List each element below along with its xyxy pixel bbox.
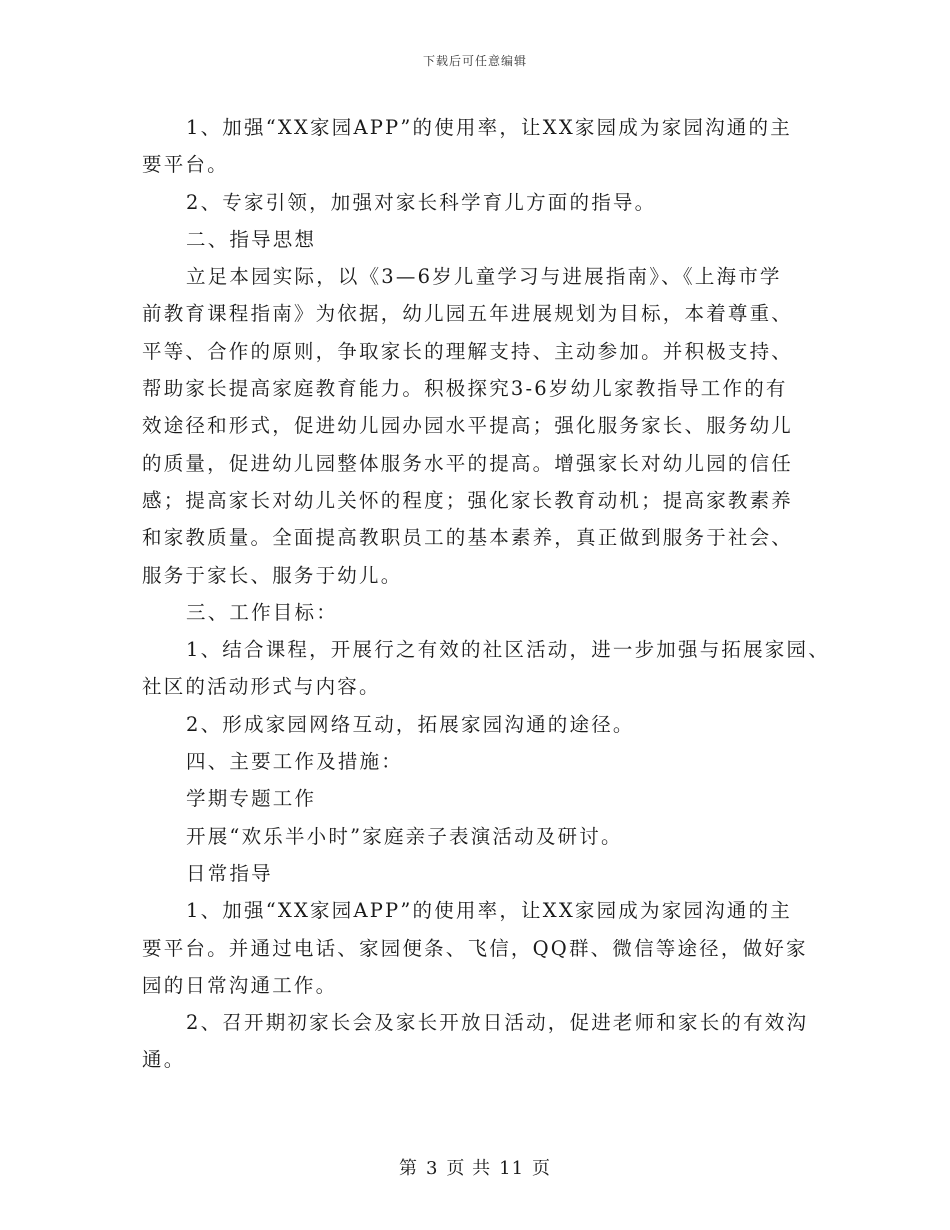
text-line: 通。 [142, 1048, 186, 1072]
page-footer [0, 1154, 950, 1180]
document-body [142, 112, 830, 1082]
text-line: 2、形成家园网络互动，拓展家园沟通的途径。 [186, 712, 635, 736]
text-line: 感；提高家长对幼儿关怀的程度；强化家长教育动机；提高家教素养 [142, 488, 794, 512]
text-line: 开展“欢乐半小时”家庭亲子表演活动及研讨。 [186, 824, 623, 848]
current-page-number: 3 [425, 1158, 439, 1179]
section-heading: 二、指导思想 [186, 227, 317, 251]
text-line: 2、专家引领，加强对家长科学育儿方面的指导。 [186, 190, 657, 214]
total-page-count: 11 [499, 1158, 525, 1179]
text-line: 1、加强“XX家园APP”的使用率，让XX家园成为家园沟通的主 [186, 899, 792, 923]
text-line: 1、结合课程，开展行之有效的社区活动，进一步加强与拓展家园、 [186, 638, 830, 662]
text-line: 1、加强“XX家园APP”的使用率，让XX家园成为家园沟通的主 [186, 116, 792, 139]
text-line: 的质量，促进幼儿园整体服务水平的提高。增强家长对幼儿园的信任 [142, 451, 794, 475]
text-line: 立足本园实际，以《3—6岁儿童学习与进展指南》、《上海市学 [186, 265, 782, 289]
text-line: 效途径和形式，促进幼儿园办园水平提高；强化服务家长、服务幼儿 [142, 414, 794, 438]
text-line: 帮助家长提高家庭教育能力。积极探究3-6岁幼儿家教指导工作的有 [142, 377, 788, 401]
footer-middle: 页 共 [446, 1158, 492, 1179]
section-heading: 四、主要工作及措施： [186, 750, 404, 774]
footer-suffix: 页 [532, 1158, 552, 1179]
text-line: 平等、合作的原则，争取家长的理解支持、主动参加。并积极支持、 [142, 339, 794, 363]
text-line: 和家教质量。全面提高教职员工的基本素养，真正做到服务于社会、 [142, 526, 794, 550]
subsection-heading: 日常指导 [186, 861, 273, 885]
page-header: 下载后可任意编辑 [422, 54, 527, 68]
text-line: 要平台。并通过电话、家园便条、飞信，QQ群、微信等途径，做好家 [142, 936, 808, 960]
subsection-heading: 学期专题工作 [186, 787, 317, 811]
text-line: 前教育课程指南》为依据，幼儿园五年进展规划为目标，本着尊重、 [142, 302, 794, 326]
text-line: 要平台。 [142, 153, 229, 177]
text-line: 园的日常沟通工作。 [142, 973, 338, 997]
text-line: 服务于家长、服务于幼儿。 [142, 563, 403, 587]
footer-prefix: 第 [398, 1158, 418, 1179]
text-line: 2、召开期初家长会及家长开放日活动，促进老师和家长的有效沟 [186, 1011, 809, 1035]
text-line: 社区的活动形式与内容。 [142, 675, 381, 699]
section-heading: 三、工作目标： [186, 600, 338, 624]
